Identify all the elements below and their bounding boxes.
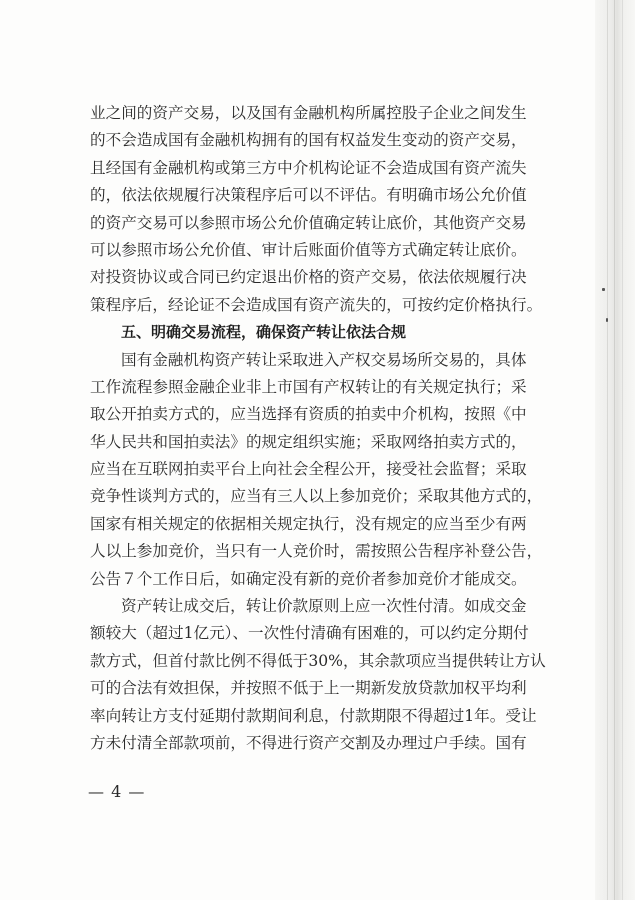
section-heading: 五、明确交易流程，确保资产转让依法合规 — [121, 323, 407, 342]
text-line: 工作流程参照金融企业非上市国有产权转让的有关规定执行；采 — [90, 377, 527, 396]
text-line: 可的合法有效担保，并按照不低于上一期新发放贷款加权平均利 — [90, 679, 527, 698]
text-line: 且经国有金融机构或第三方中介机构论证不会造成国有资产流失 — [90, 158, 527, 177]
paragraph-3 — [90, 593, 560, 757]
text-line: 资产转让成交后，转让价款原则上应一次性付清。如成交金 — [121, 597, 527, 616]
scan-speck — [602, 288, 605, 291]
scan-binding-edge — [595, 0, 635, 900]
text-line: 可以参照市场公允价值、审计后账面价值等方式确定转让底价。 — [90, 240, 527, 259]
text-line: 额较大（超过1亿元）、一次性付清确有困难的，可以约定分期付 — [90, 624, 529, 643]
text-line: 国有金融机构资产转让采取进入产权交易场所交易的，具体 — [121, 350, 527, 369]
text-line: 应当在互联网拍卖平台上向社会全程公开，接受社会监督；采取 — [90, 460, 527, 479]
text-line: 的，依法依规履行决策程序后可以不评估。有明确市场公允价值 — [90, 186, 527, 205]
text-line: 人以上参加竞价，当只有一人竞价时，需按照公告程序补登公告， — [90, 542, 543, 561]
text-line: 策程序后，经论证不会造成国有资产流失的，可按约定价格执行。 — [90, 295, 543, 314]
text-line: 业之间的资产交易，以及国有金融机构所属控股子企业之间发生 — [90, 104, 527, 122]
page-number: — 4 — — [88, 782, 146, 801]
edge-line — [614, 0, 615, 900]
text-line: 公告７个工作日后，如确定没有新的竞价者参加竞价才能成交。 — [90, 569, 527, 588]
text-line: 取公开拍卖方式的，应当选择有资质的拍卖中介机构，按照《中 — [90, 405, 527, 424]
scan-speck — [606, 318, 608, 322]
text-line: 对投资协议或合同已约定退出价格的资产交易，依法依规履行决 — [90, 268, 527, 287]
edge-line — [622, 0, 623, 900]
paragraph-2 — [90, 347, 560, 594]
body-text — [90, 100, 560, 757]
text-line: 的资产交易可以参照市场公允价值确定转让底价，其他资产交易 — [90, 213, 527, 232]
text-line: 款方式，但首付款比例不得低于30%，其余款项应当提供转让方认 — [90, 651, 546, 670]
text-line: 华人民共和国拍卖法》的规定组织实施；采取网络拍卖方式的， — [90, 432, 527, 451]
text-line: 的不会造成国有金融机构拥有的国有权益发生变动的资产交易， — [90, 131, 527, 150]
text-line: 竞争性谈判方式的，应当有三人以上参加竞价；采取其他方式的， — [90, 487, 543, 506]
text-line: 方未付清全部款项前，不得进行资产交割及办理过户手续。国有 — [90, 733, 527, 752]
edge-line — [607, 0, 608, 900]
text-line: 国家有相关规定的依据相关规定执行，没有规定的应当至少有两 — [90, 514, 527, 533]
text-line: 率向转让方支付延期付款期间利息，付款期限不得超过1年。受让 — [90, 706, 537, 725]
paragraph-1 — [90, 100, 560, 319]
